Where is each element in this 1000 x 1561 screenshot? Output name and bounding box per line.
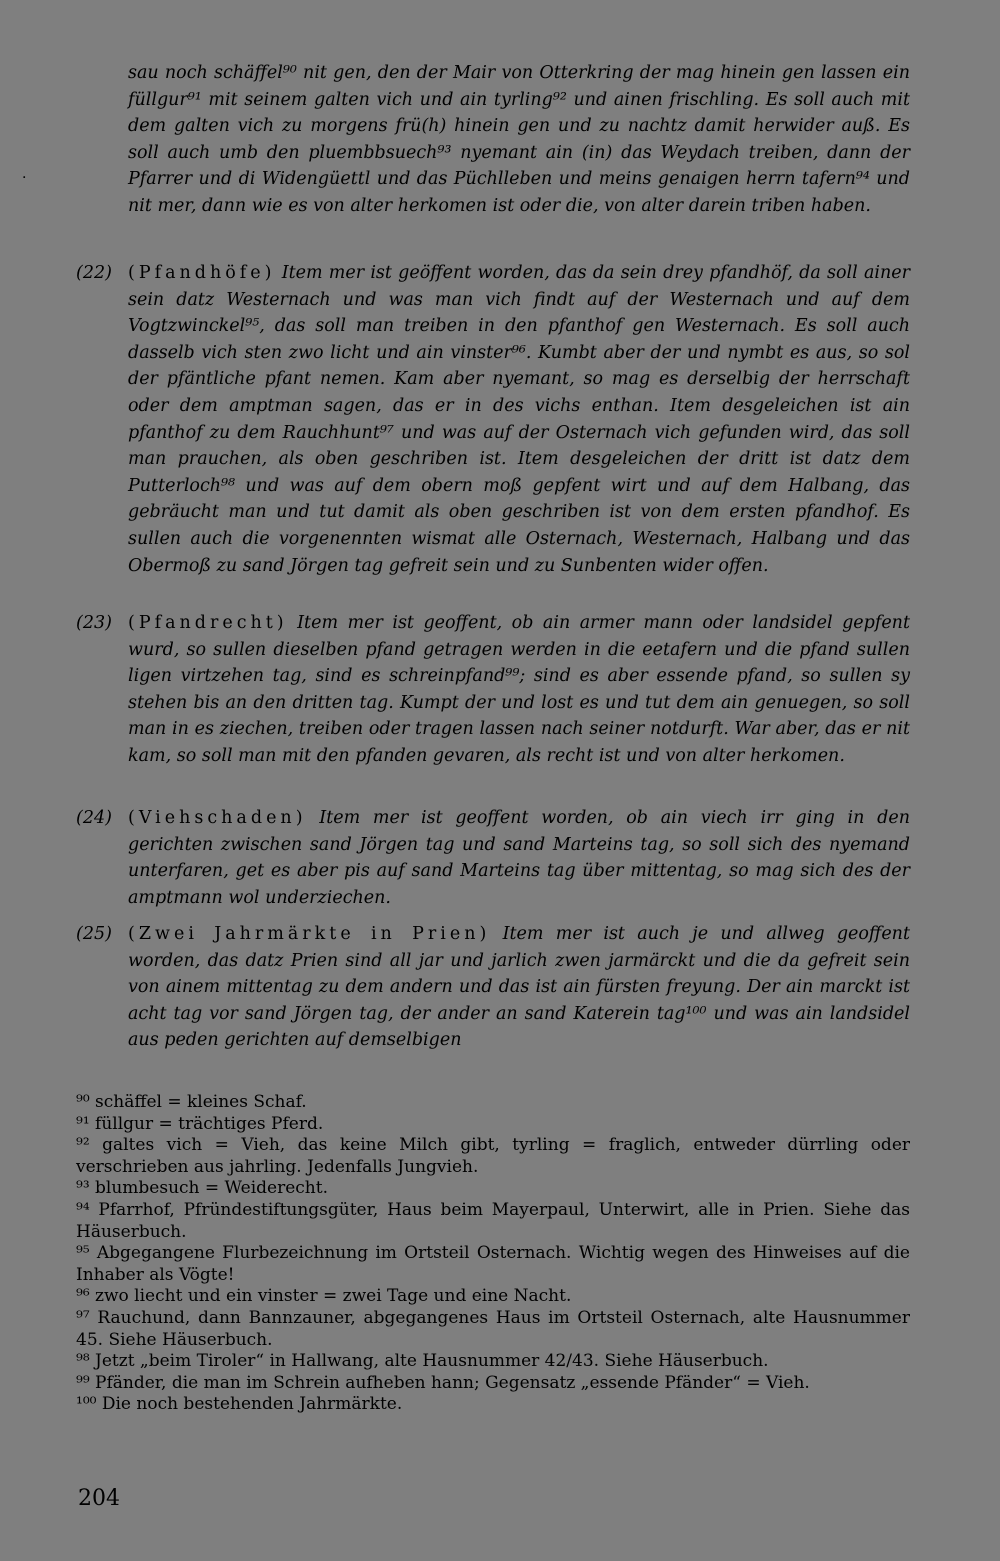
- page-number: 204: [78, 1486, 120, 1511]
- footnote-95: ⁹⁵ Abgegangene Flurbezeichnung im Ortsteil Osternach. Wichtig wegen des Hinweises auf die Inhaber als Vögte!: [76, 1243, 910, 1285]
- footnote-97: ⁹⁷ Rauchund, dann Bannzauner, abgegangenes Haus im Ortsteil Osternach, alte Hausnummer 45. Siehe Häuserbuch.: [76, 1307, 910, 1350]
- section-24-paragraph: [128, 805, 910, 911]
- section-24-label: (Viehschaden): [128, 808, 307, 828]
- section-number-22: (22): [76, 263, 112, 283]
- footnote-92: ⁹² galtes vich = Vieh, das keine Milch gibt, tyrling = fraglich, entweder dürrling oder verschrieben aus jahrling. Jedenfalls Jungvieh.: [76, 1135, 910, 1177]
- footnote-100: ¹⁰⁰ Die noch bestehenden Jahrmärkte.: [76, 1394, 403, 1415]
- footnote-90: ⁹⁰ schäffel = kleines Schaf.: [76, 1092, 307, 1112]
- section-22-text: Item mer ist geöffent worden, das da sein drey pfandhöf, da soll ainer sein datz Westernach und was man vich findt auf der Westernach und auf dem Vogtzwinckel⁹⁵, das soll man treiben in den pfanthof gen Westernach. Es soll auch dasselb vich sten zwo licht und ain vinster⁹⁶. Kumbt aber der und nymbt es aus, so sol der pfäntliche pfant nemen. Kam aber nyemant, so mag es derselbig der herrschaft oder dem amptman sagen, das er in des vichs enthan. Item desgeleichen ist ain pfanthof zu dem Rauchhunt⁹⁷ und was auf der Osternach vich gefunden wird, das soll man prauchen, als oben geschriben ist. Item desgeleichen der dritt ist datz dem Putterloch⁹⁸ und was auf dem obern moß gepfent wirt und auf dem Halbang, das gebräucht man und tut damit als oben geschriben ist von dem ersten pfandhof. Es sullen auch die vorgenennten wismat alle Osternach, Westernach, Halbang und das Obermoß zu sand Jörgen tag gefreit sein und zu Sunbenten wider offen.: [128, 263, 910, 576]
- section-22-paragraph: [128, 260, 910, 579]
- section-23-paragraph: [128, 610, 910, 770]
- footnote-94: ⁹⁴ Pfarrhof, Pfründestiftungsgüter, Haus beim Mayerpaul, Unterwirt, alle in Prien. Siehe das Häuserbuch.: [76, 1199, 910, 1242]
- section-25-label: (Zwei Jahrmärkte in Prien): [128, 924, 491, 944]
- section-23-text: Item mer ist geoffent, ob ain armer mann oder landsidel gepfent wurd, so sullen dieselben pfand getragen werden in die eetafern und die pfand sullen ligen virtzehen tag, sind es schreinpfand⁹⁹; sind es aber essende pfand, so sullen sy stehen bis an den dritten tag. Kumpt der und lost es und tut dem ain genuegen, so soll man in es ziechen, treiben oder tragen lassen nach seiner notdurft. War aber, das er nit kam, so soll man mit den pfanden gevaren, als recht ist und von alter herkomen.: [128, 613, 910, 766]
- footnote-99: ⁹⁹ Pfänder, die man im Schrein aufheben hann; Gegensatz „essende Pfänder“ = Vieh.: [76, 1372, 810, 1393]
- footnote-96: ⁹⁶ zwo liecht und ein vinster = zwei Tage und eine Nacht.: [76, 1286, 572, 1307]
- footnotes: [76, 1092, 910, 1416]
- section-24-text: Item mer ist geoffent worden, ob ain viech irr ging in den gerichten zwischen sand Jörgen tag und sand Marteins tag, so soll sich des nyemand unterfaren, get es aber pis auf sand Marteins tag über mittentag, so mag sich des der amptmann wol underziechen.: [128, 808, 910, 908]
- section-23-label: (Pfandrecht): [128, 613, 288, 633]
- footnote-91: ⁹¹ füllgur = trächtiges Pferd.: [76, 1113, 324, 1134]
- intro-paragraph: sau noch schäffel⁹⁰ nit gen, den der Mair von Otterkring der mag hinein gen lassen ein füllgur⁹¹ mit seinem galten vich und ain tyrling⁹² und ainen frischling. Es soll auch mit dem galten vich zu morgens frü(h) hinein gen und zu nachtz damit herwider auß. Es soll auch umb den pluembbsuech⁹³ nyemant ain (in) das Weydach treiben, dann der Pfarrer und di Widengüettl und das Püchlleben und meins genaigen herrn tafern⁹⁴ und nit mer, dann wie es von alter herkomen ist oder die, von alter darein triben haben.: [128, 63, 910, 216]
- footnote-93: ⁹³ blumbesuch = Weiderecht.: [76, 1178, 328, 1199]
- section-25-text: Item mer ist auch je und allweg geoffent worden, das datz Prien sind all jar und jarlich zwen jarmärckt und die da gefreit sein von ainem mittentag zu dem andern und das ist ain fürsten freyung. Der ain marckt ist acht tag vor sand Jörgen tag, der ander an sand Katerein tag¹⁰⁰ und was ain landsidel aus peden gerichten auf demselbigen: [128, 924, 910, 1051]
- section-number-24: (24): [76, 808, 112, 828]
- section-25-paragraph: [128, 921, 910, 1054]
- margin-mark: ·: [22, 170, 27, 186]
- section-22-label: (Pfandhöfe): [128, 263, 276, 283]
- footnote-98: ⁹⁸ Jetzt „beim Tiroler“ in Hallwang, alte Hausnummer 42/43. Siehe Häuserbuch.: [76, 1351, 769, 1372]
- section-number-23: (23): [76, 613, 112, 633]
- section-number-25: (25): [76, 924, 112, 944]
